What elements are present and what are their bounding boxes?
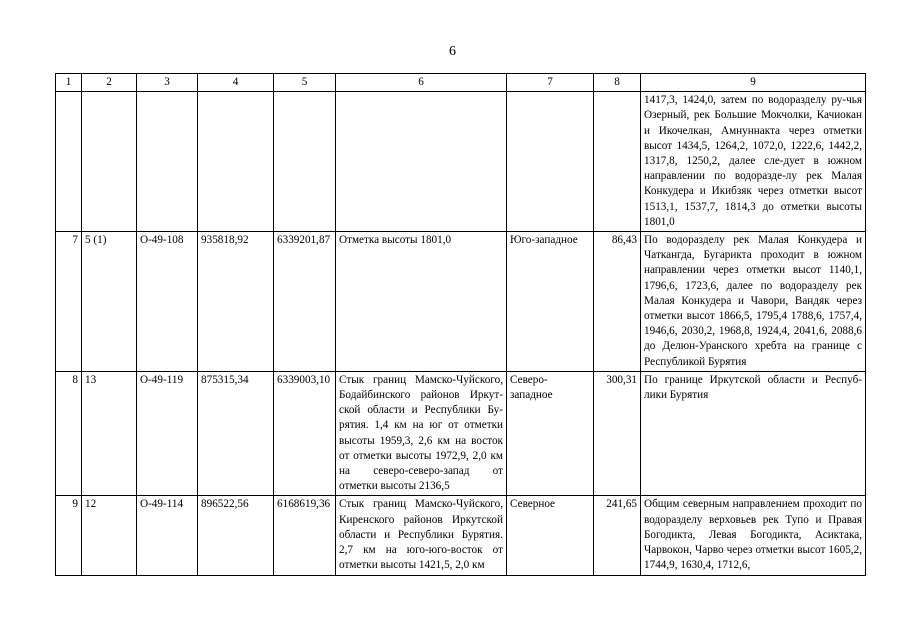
route-description-cell: 1417,3, 1424,0, затем по водоразделу ру-чья Озерный, рек Большие Мокчолки, Качиокан и Икочелкан, Амнуннакта через отметки высот 1434,5, 1264,2, 1072,0, 1222,6, 1442,2, 1317,8, 1250,2, далее сле-дует в южном направлении по водоразде-лу рек Малая Конкудера и Икибзяк через отметки высот 1513,1, 1537,7, 1814,3 до отметки высоты 1801,0 — [641, 92, 866, 232]
column-header: 1 — [56, 74, 82, 92]
length-cell: 241,65 — [594, 496, 641, 575]
map-sheet-cell: О-49-108 — [137, 232, 198, 372]
direction-cell: Северо-западное — [507, 371, 594, 496]
column-header: 4 — [198, 74, 274, 92]
route-description-cell: По границе Иркутской области и Респуб-лики Бурятия — [641, 371, 866, 496]
row-index-cell: 9 — [56, 496, 82, 575]
column-header: 7 — [507, 74, 594, 92]
column-header: 6 — [336, 74, 507, 92]
boundary-table — [55, 73, 866, 576]
column-header: 5 — [274, 74, 336, 92]
length-cell — [594, 92, 641, 232]
point-number-cell — [82, 92, 137, 232]
table-row — [56, 496, 866, 575]
map-sheet-cell: О-49-114 — [137, 496, 198, 575]
length-cell: 86,43 — [594, 232, 641, 372]
point-description-cell — [336, 92, 507, 232]
direction-cell — [507, 92, 594, 232]
row-index-cell: 7 — [56, 232, 82, 372]
column-header: 8 — [594, 74, 641, 92]
point-description-cell: Стык границ Мамско-Чуйского, Киренского районов Иркутской области и Республики Бурятия. 2,7 км на юго-юго-восток от отметки высоты 1421,5, 2,0 км — [336, 496, 507, 575]
map-sheet-cell: О-49-119 — [137, 371, 198, 496]
column-header: 9 — [641, 74, 866, 92]
page-number: 6 — [449, 44, 456, 59]
row-index-cell: 8 — [56, 371, 82, 496]
table-header-row — [56, 74, 866, 92]
column-header: 2 — [82, 74, 137, 92]
table-row — [56, 232, 866, 372]
row-index-cell — [56, 92, 82, 232]
table-row — [56, 92, 866, 232]
table-row — [56, 371, 866, 496]
y-coordinate-cell: 6339003,10 — [274, 371, 336, 496]
point-number-cell: 13 — [82, 371, 137, 496]
x-coordinate-cell: 896522,56 — [198, 496, 274, 575]
point-number-cell: 12 — [82, 496, 137, 575]
map-sheet-cell — [137, 92, 198, 232]
y-coordinate-cell — [274, 92, 336, 232]
point-number-cell: 5 (1) — [82, 232, 137, 372]
x-coordinate-cell: 935818,92 — [198, 232, 274, 372]
y-coordinate-cell: 6339201,87 — [274, 232, 336, 372]
point-description-cell: Стык границ Мамско-Чуйского, Бодайбинского районов Иркут-ской области и Республики Бу-рятия. 1,4 км на юг от отметки высоты 1959,3, 2,6 км на восток от отметки высоты 1972,9, 2,0 км на северо-северо-запад от отметки высоты 2136,5 — [336, 371, 507, 496]
route-description-cell: По водоразделу рек Малая Конкудера и Чаткангда, Бугарикта проходит в южном направлении через отметки высот 1140,1, 1796,6, 1723,6, далее по водоразделу рек Малая Конкудера и Чавори, Вандяк через отметки высот 1866,5, 1795,4 1788,6, 1757,4, 1946,6, 2030,2, 1968,8, 1924,4, 2041,6, 2088,6 до Делюн-Уранского хребта на границе с Республикой Бурятия — [641, 232, 866, 372]
direction-cell: Северное — [507, 496, 594, 575]
direction-cell: Юго-западное — [507, 232, 594, 372]
column-header: 3 — [137, 74, 198, 92]
length-cell: 300,31 — [594, 371, 641, 496]
route-description-cell: Общим северным направлением проходит по водоразделу верховьев рек Тупо и Правая Богодикта, Левая Богодикта, Асиктака, Чарвокон, Чарво через отметки высот 1605,2, 1744,9, 1630,4, 1712,6, — [641, 496, 866, 575]
y-coordinate-cell: 6168619,36 — [274, 496, 336, 575]
point-description-cell: Отметка высоты 1801,0 — [336, 232, 507, 372]
x-coordinate-cell — [198, 92, 274, 232]
x-coordinate-cell: 875315,34 — [198, 371, 274, 496]
